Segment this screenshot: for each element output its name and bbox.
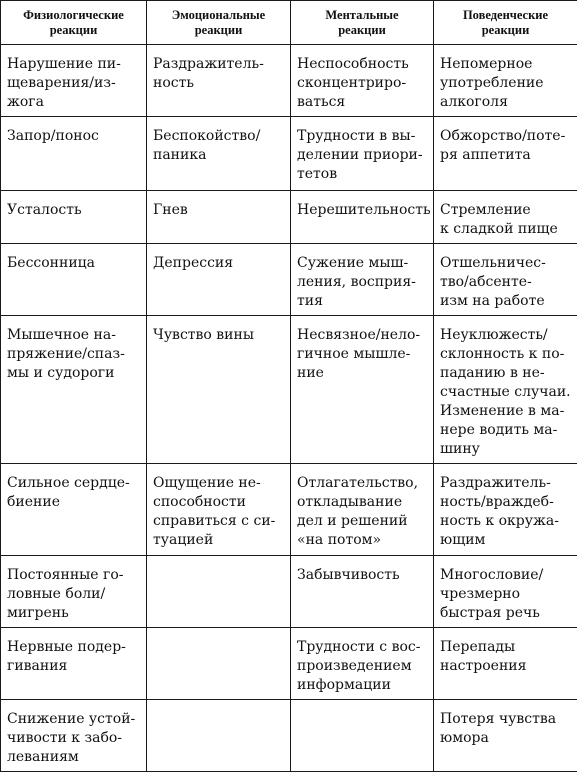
cell-behavioral: Отшельничес- тво/абсенте- изм на работе — [434, 244, 577, 316]
header-behavioral: Поведенческие реакции — [434, 1, 577, 45]
cell-physiological: Сильное сердце- биение — [1, 464, 147, 556]
cell-mental — [291, 700, 434, 772]
cell-mental: Трудности в вы- делении приори- тетов — [291, 117, 434, 191]
table-row — [1, 244, 577, 316]
cell-mental: Несвязное/нело- гичное мышле- ние — [291, 316, 434, 464]
cell-mental: Неспособность сконцентриро- ваться — [291, 45, 434, 117]
cell-emotional — [147, 700, 291, 772]
table-row — [1, 700, 577, 772]
table-row — [1, 316, 577, 464]
cell-behavioral: Обжорство/поте- ря аппетита — [434, 117, 577, 191]
table-row — [1, 117, 577, 191]
table-row — [1, 556, 577, 628]
cell-physiological: Запор/понос — [1, 117, 147, 191]
cell-mental: Нерешительность — [291, 191, 434, 244]
cell-behavioral: Перепады настроения — [434, 628, 577, 700]
cell-emotional: Гнев — [147, 191, 291, 244]
cell-emotional — [147, 628, 291, 700]
cell-behavioral: Неуклюжесть/ склонность к по- паданию в не- счастные случаи. Изменение в ма- нере водить ма- шину — [434, 316, 577, 464]
cell-physiological: Нарушение пи- щеварения/из- жога — [1, 45, 147, 117]
cell-emotional: Ощущение не- способности справиться с си- туацией — [147, 464, 291, 556]
cell-physiological: Усталость — [1, 191, 147, 244]
table-row — [1, 191, 577, 244]
header-physiological: Физиологические реакции — [1, 1, 147, 45]
cell-emotional: Депрессия — [147, 244, 291, 316]
table-row — [1, 628, 577, 700]
cell-emotional — [147, 556, 291, 628]
cell-emotional: Раздражитель- ность — [147, 45, 291, 117]
cell-behavioral: Стремление к сладкой пище — [434, 191, 577, 244]
cell-mental: Забывчивость — [291, 556, 434, 628]
table-row — [1, 464, 577, 556]
cell-emotional: Чувство вины — [147, 316, 291, 464]
cell-behavioral: Раздражитель- ность/враждеб- ность к окружа- ющим — [434, 464, 577, 556]
cell-behavioral: Потеря чувства юмора — [434, 700, 577, 772]
cell-physiological: Нервные подер- гивания — [1, 628, 147, 700]
table-row — [1, 45, 577, 117]
cell-physiological: Мышечное на- пряжение/спаз- мы и судороги — [1, 316, 147, 464]
cell-physiological: Снижение устой- чивости к забо- леваниям — [1, 700, 147, 772]
header-emotional: Эмоциональные реакции — [147, 1, 291, 45]
cell-behavioral: Многословие/ чрезмерно быстрая речь — [434, 556, 577, 628]
cell-mental: Сужение мыш- ления, восприя- тия — [291, 244, 434, 316]
header-mental: Ментальные реакции — [291, 1, 434, 45]
cell-physiological: Постоянные го- ловные боли/ мигрень — [1, 556, 147, 628]
cell-mental: Отлагательство, откладывание дел и решений «на потом» — [291, 464, 434, 556]
cell-emotional: Беспокойство/ паника — [147, 117, 291, 191]
cell-physiological: Бессонница — [1, 244, 147, 316]
cell-mental: Трудности с вос- произведением информации — [291, 628, 434, 700]
cell-behavioral: Непомерное употребление алкоголя — [434, 45, 577, 117]
header-row — [1, 1, 577, 45]
